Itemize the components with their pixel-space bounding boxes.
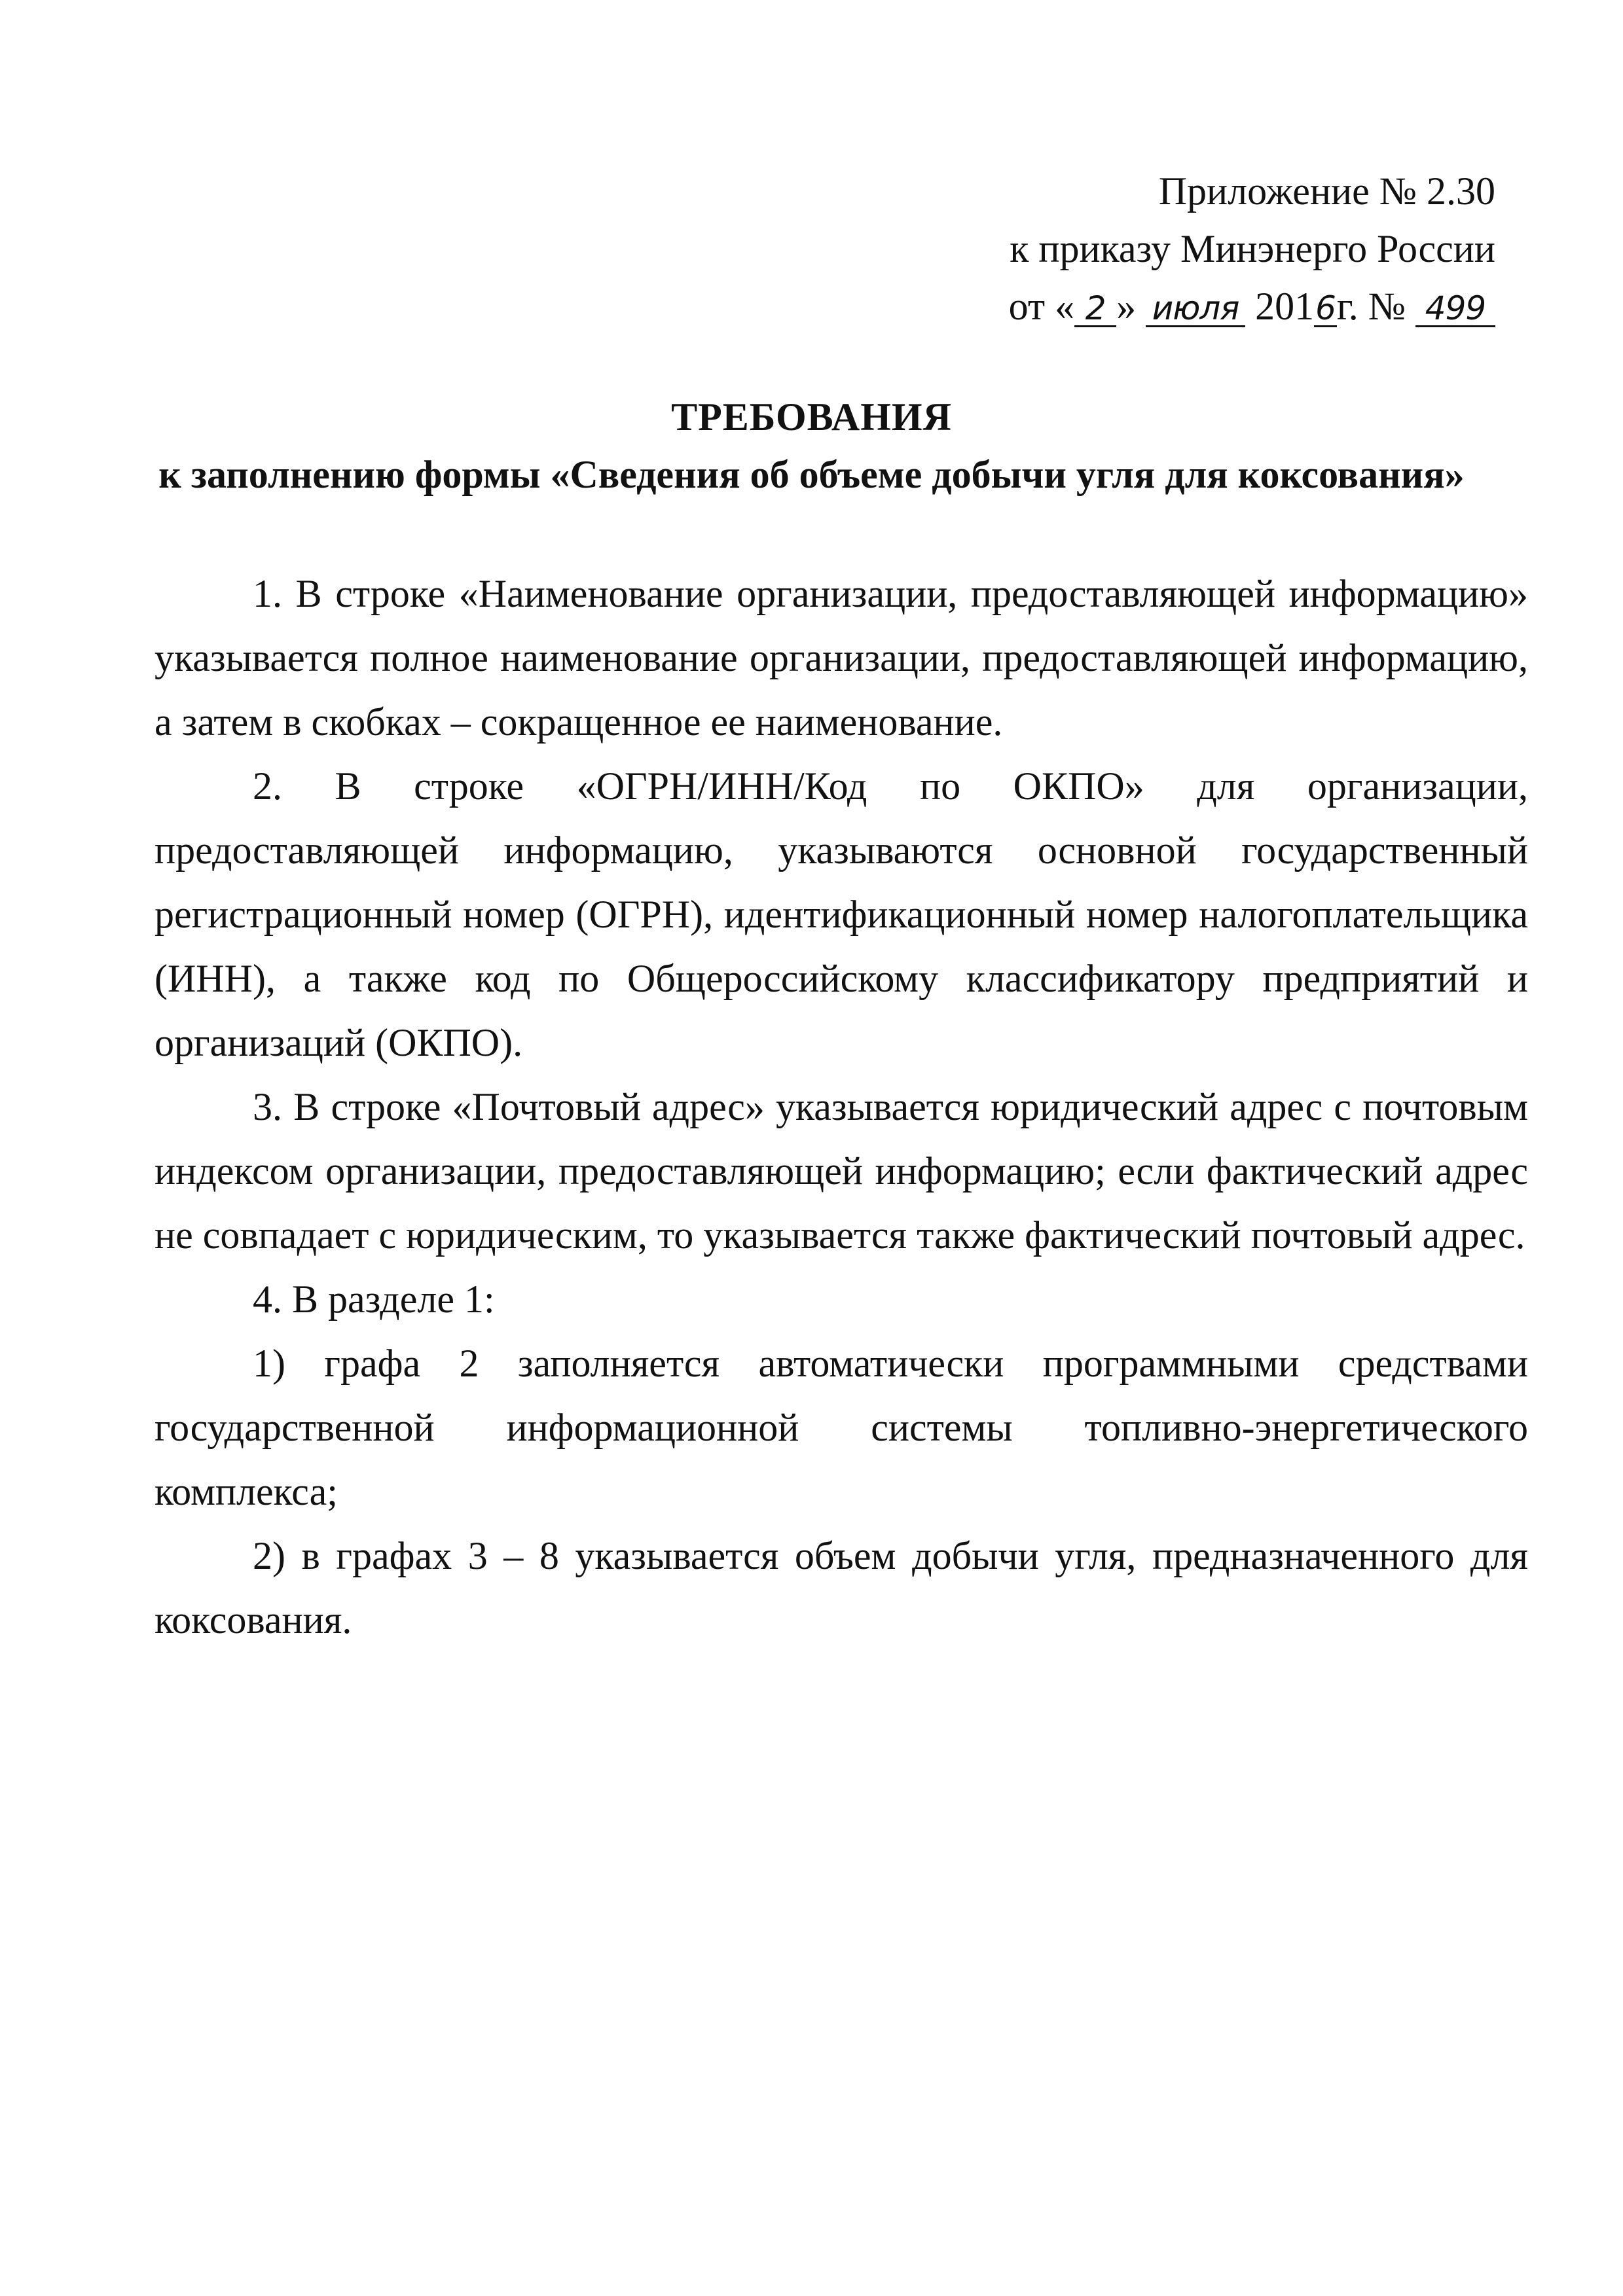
paragraph-2: 2. В строке «ОГРН/ИНН/Код по ОКПО» для организации, предоставляющей информацию, указываются основной государственный регистрационный номер (ОГРН), идентификационный номер налогоплательщика (ИНН), а также код по Общероссийскому классификатору предприятий и организаций (ОКПО). [155, 764, 1528, 1064]
document-body [155, 562, 1528, 1652]
handwritten-order-number: 499 [1415, 291, 1495, 327]
title-heading: ТРЕБОВАНИЯ [671, 395, 952, 439]
paragraph-3: 3. В строке «Почтовый адрес» указывается юридический адрес с почтовым индексом организации, предоставляющей информацию; если фактический адрес не совпадает с юридическим, то указывается также фактический почтовый адрес. [155, 1085, 1528, 1257]
appendix-number: Приложение № 2.30 [1158, 170, 1495, 213]
year-suffix: г. № [1336, 285, 1406, 328]
handwritten-month: июля [1146, 291, 1245, 327]
paragraph-4-item-2: 2) в графах 3 – 8 указывается объем добычи угля, предназначенного для коксования. [155, 1534, 1528, 1641]
handwritten-year-digit: 6 [1315, 289, 1336, 327]
year-prefix: 201 [1255, 285, 1315, 328]
paragraph-4-item-1: 1) графа 2 заполняется автоматически программными средствами государственной информационной системы топливно-энергетического комплекса; [155, 1342, 1528, 1513]
paragraph-4: 4. В разделе 1: [253, 1278, 495, 1321]
paragraph-1: 1. В строке «Наименование организации, предоставляющей информацию» указывается полное наименование организации, предоставляющей информацию, а затем в скобках – сокращенное ее наименование. [155, 572, 1528, 744]
date-prefix: от « [1008, 285, 1075, 328]
appendix-header [1009, 162, 1495, 335]
handwritten-day: 2 [1074, 291, 1116, 327]
document-title [0, 388, 1623, 503]
order-date-line [1009, 278, 1495, 335]
order-reference: к приказу Минэнерго России [1010, 227, 1495, 270]
title-subheading: к заполнению формы «Сведения об объеме добычи угля для коксования» [158, 453, 1465, 496]
date-quote-close: » [1116, 285, 1137, 328]
